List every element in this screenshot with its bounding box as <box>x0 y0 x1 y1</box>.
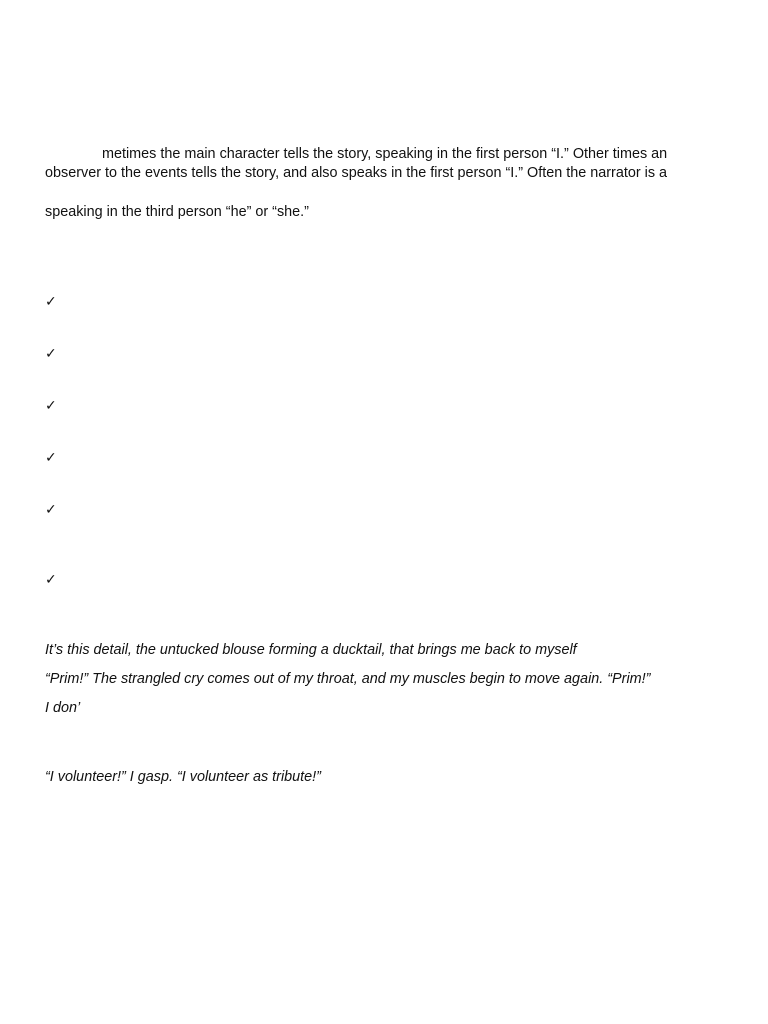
intro-line-3: speaking in the third person “he” or “she.” <box>45 204 309 220</box>
checkmark-icon: ✓ <box>45 450 57 466</box>
intro-line-1: metimes the main character tells the story, speaking in the first person “I.” Other times an <box>102 146 668 162</box>
checkmark-icon: ✓ <box>45 502 57 518</box>
intro-line-2: observer to the events tells the story, and also speaks in the first person “I.” Often the narrator is a <box>45 165 668 181</box>
excerpt-line-4: “I volunteer!” I gasp. “I volunteer as tribute!” <box>45 769 321 785</box>
checkmark-icon: ✓ <box>45 398 57 414</box>
checkmark-icon: ✓ <box>45 294 57 310</box>
checkmark-icon: ✓ <box>45 572 57 588</box>
excerpt-line-2: “Prim!” The strangled cry comes out of my throat, and my muscles begin to move again. “Prim!” <box>45 671 651 687</box>
excerpt-line-1: It’s this detail, the untucked blouse forming a ducktail, that brings me back to myself <box>45 642 577 658</box>
excerpt-line-3: I don’ <box>45 700 81 716</box>
checkmark-icon: ✓ <box>45 346 57 362</box>
